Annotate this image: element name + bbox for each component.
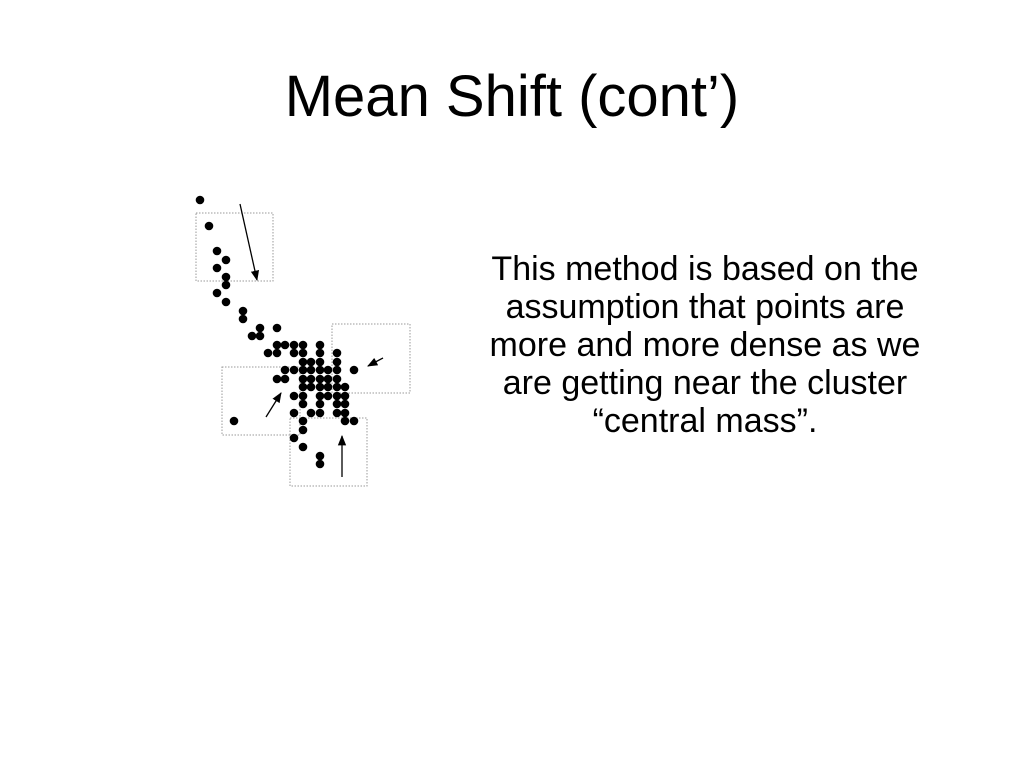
data-point xyxy=(333,392,342,401)
data-point xyxy=(299,341,308,350)
data-point xyxy=(307,383,316,392)
data-point xyxy=(333,400,342,409)
data-point xyxy=(273,324,282,333)
data-point xyxy=(222,273,231,282)
data-point xyxy=(307,358,316,367)
data-point xyxy=(205,222,214,231)
data-point xyxy=(273,349,282,358)
data-point xyxy=(316,409,325,418)
data-point xyxy=(264,349,273,358)
data-point xyxy=(316,392,325,401)
data-point xyxy=(230,417,239,426)
data-point xyxy=(299,375,308,384)
data-point xyxy=(350,417,359,426)
data-point xyxy=(222,281,231,290)
data-point xyxy=(299,358,308,367)
data-point xyxy=(316,375,325,384)
data-point xyxy=(299,426,308,435)
data-point xyxy=(316,366,325,375)
data-point xyxy=(307,375,316,384)
data-point xyxy=(333,409,342,418)
shift-arrow-right xyxy=(368,358,383,366)
search-window-right xyxy=(332,324,410,393)
data-point xyxy=(324,375,333,384)
data-point xyxy=(290,366,299,375)
data-point xyxy=(324,392,333,401)
data-point xyxy=(290,434,299,443)
data-point xyxy=(290,409,299,418)
data-point xyxy=(213,247,222,256)
data-point xyxy=(316,349,325,358)
data-point xyxy=(239,315,248,324)
data-point xyxy=(316,460,325,469)
data-point xyxy=(281,375,290,384)
data-point xyxy=(290,349,299,358)
data-point xyxy=(307,409,316,418)
data-point xyxy=(222,256,231,265)
shift-arrow-top xyxy=(240,204,257,280)
data-point xyxy=(324,383,333,392)
data-point xyxy=(213,264,222,273)
data-point xyxy=(316,358,325,367)
data-point xyxy=(333,383,342,392)
data-point xyxy=(281,341,290,350)
data-point xyxy=(281,366,290,375)
data-point xyxy=(341,409,350,418)
data-point xyxy=(299,443,308,452)
data-point xyxy=(341,383,350,392)
data-point xyxy=(239,307,248,316)
data-point xyxy=(316,400,325,409)
data-point xyxy=(333,375,342,384)
data-point xyxy=(307,366,316,375)
data-point xyxy=(222,298,231,307)
slide-title: Mean Shift (cont’) xyxy=(284,64,740,129)
data-point xyxy=(196,196,205,205)
data-point xyxy=(299,400,308,409)
data-point xyxy=(256,332,265,341)
data-point xyxy=(350,366,359,375)
data-point xyxy=(299,383,308,392)
data-point xyxy=(341,400,350,409)
data-point xyxy=(316,452,325,461)
data-point xyxy=(213,289,222,298)
data-point xyxy=(256,324,265,333)
data-point xyxy=(299,392,308,401)
data-point xyxy=(333,358,342,367)
data-point xyxy=(290,392,299,401)
data-point xyxy=(290,341,299,350)
data-point xyxy=(299,349,308,358)
data-point xyxy=(299,366,308,375)
data-point xyxy=(273,375,282,384)
data-point xyxy=(341,417,350,426)
data-point xyxy=(316,341,325,350)
data-point xyxy=(299,417,308,426)
shift-arrow-left xyxy=(266,393,281,417)
data-point xyxy=(273,341,282,350)
data-point xyxy=(341,392,350,401)
data-point xyxy=(333,349,342,358)
data-point xyxy=(324,366,333,375)
data-point xyxy=(316,383,325,392)
slide-body-text: This method is based on the assumption that points are more and more dense as we are getting near the cluster “central mass”. xyxy=(489,250,921,440)
data-point xyxy=(333,366,342,375)
data-point xyxy=(248,332,257,341)
